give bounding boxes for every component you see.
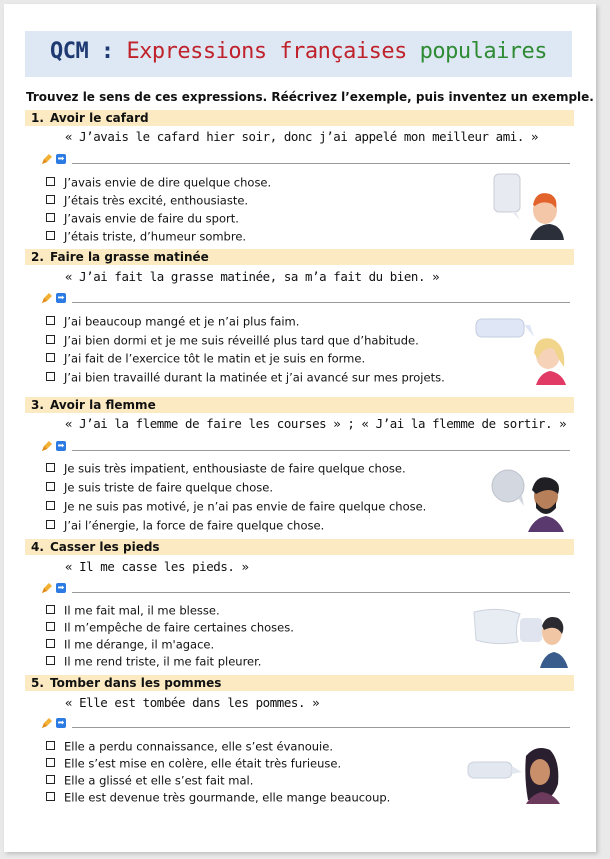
checkbox-icon[interactable] [46, 335, 55, 344]
pencil-hand-icon [40, 581, 54, 595]
option-3b[interactable]: Je suis triste de faire quelque chose. [46, 480, 273, 495]
section-example: « Elle est tombée dans les pommes. » [65, 695, 320, 710]
option-1c[interactable]: J’avais envie de faire du sport. [46, 211, 239, 226]
pencil-hand-icon [40, 152, 54, 166]
section-number: 1. [31, 111, 44, 125]
right-arrow-icon: ➡ [57, 583, 65, 592]
title-part-populaires: populaires [419, 39, 548, 64]
section-example: « J’ai la flemme de faire les courses » ; « J’ai la flemme de sortir. » [65, 416, 567, 431]
right-arrow-icon: ➡ [57, 441, 65, 450]
section-number: 2. [31, 250, 44, 264]
woman-thinking-illustration [472, 315, 572, 387]
option-3d[interactable]: J’ai l’énergie, la force de faire quelque chose. [46, 518, 324, 533]
answer-line[interactable] [72, 302, 570, 303]
option-5a[interactable]: Elle a perdu connaissance, elle s’est évanouie. [46, 739, 333, 754]
checkbox-icon[interactable] [46, 231, 55, 240]
section-example: « Il me casse les pieds. » [65, 559, 249, 574]
section-header-1 [25, 110, 574, 126]
checkbox-icon[interactable] [46, 177, 55, 186]
bearded-man-thinking-illustration [488, 462, 572, 532]
man-thinking-illustration [490, 170, 570, 240]
section-header-5 [25, 675, 574, 691]
right-arrow-icon: ➡ [57, 154, 65, 163]
section-example: « J’ai fait la grasse matinée, sa m’a fait du bien. » [65, 269, 440, 284]
option-1d[interactable]: J’étais triste, d’humeur sombre. [46, 229, 246, 244]
instructions: Trouvez le sens de ces expressions. Réécrivez l’exemple, puis inventez un exemple. [26, 90, 594, 104]
answer-row-4 [40, 583, 570, 597]
answer-line[interactable] [72, 450, 570, 451]
checkbox-icon[interactable] [46, 501, 55, 510]
checkbox-icon[interactable] [46, 372, 55, 381]
section-header-2 [25, 249, 574, 265]
checkbox-icon[interactable] [46, 482, 55, 491]
checkbox-icon[interactable] [46, 758, 55, 767]
option-5b[interactable]: Elle s’est mise en colère, elle était très furieuse. [46, 756, 341, 771]
answer-row-2 [40, 293, 570, 307]
checkbox-icon[interactable] [46, 741, 55, 750]
checkbox-icon[interactable] [46, 353, 55, 362]
section-title: Tomber dans les pommes [50, 676, 222, 690]
option-1b[interactable]: J’étais très excité, enthousiaste. [46, 193, 248, 208]
page-title [25, 39, 572, 64]
answer-line[interactable] [72, 592, 570, 593]
answer-row-3 [40, 441, 570, 455]
right-arrow-icon: ➡ [57, 718, 65, 727]
answer-row-5 [40, 718, 570, 732]
pencil-hand-icon [40, 439, 54, 453]
option-4d[interactable]: Il me rend triste, il me fait pleurer. [46, 654, 261, 669]
title-banner [25, 31, 572, 77]
checkbox-icon[interactable] [46, 775, 55, 784]
option-1a[interactable]: J’avais envie de dire quelque chose. [46, 175, 271, 190]
section-title: Avoir la flemme [50, 398, 156, 412]
title-part-expressions: Expressions françaises [126, 39, 407, 64]
section-number: 3. [31, 398, 44, 412]
option-4a[interactable]: Il me fait mal, il me blesse. [46, 603, 220, 618]
option-4b[interactable]: Il m’empêche de faire certaines choses. [46, 620, 294, 635]
checkbox-icon[interactable] [46, 195, 55, 204]
section-title: Faire la grasse matinée [50, 250, 209, 264]
checkbox-icon[interactable] [46, 463, 55, 472]
answer-row-1 [40, 154, 570, 168]
section-number: 4. [31, 540, 44, 554]
man-profile-thinking-illustration [470, 604, 570, 668]
section-title: Casser les pieds [50, 540, 160, 554]
checkbox-icon[interactable] [46, 622, 55, 631]
section-example: « J’avais le cafard hier soir, donc j’ai appelé mon meilleur ami. » [65, 129, 539, 144]
option-3a[interactable]: Je suis très impatient, enthousiaste de faire quelque chose. [46, 461, 406, 476]
pencil-hand-icon [40, 291, 54, 305]
checkbox-icon[interactable] [46, 520, 55, 529]
option-4c[interactable]: Il me dérange, il m'agace. [46, 637, 214, 652]
checkbox-icon[interactable] [46, 656, 55, 665]
option-5d[interactable]: Elle est devenue très gourmande, elle mange beaucoup. [46, 790, 390, 805]
woman-profile-thinking-illustration [466, 744, 566, 804]
checkbox-icon[interactable] [46, 316, 55, 325]
section-number: 5. [31, 676, 44, 690]
pencil-hand-icon [40, 716, 54, 730]
answer-line[interactable] [72, 727, 570, 728]
checkbox-icon[interactable] [46, 213, 55, 222]
right-arrow-icon: ➡ [57, 293, 65, 302]
option-2c[interactable]: J’ai fait de l’exercice tôt le matin et je suis en forme. [46, 351, 365, 366]
section-header-3 [25, 397, 574, 413]
answer-line[interactable] [72, 163, 570, 164]
checkbox-icon[interactable] [46, 792, 55, 801]
option-2a[interactable]: J’ai beaucoup mangé et je n’ai plus faim. [46, 314, 299, 329]
option-2d[interactable]: J’ai bien travaillé durant la matinée et j’ai avancé sur mes projets. [46, 370, 445, 385]
checkbox-icon[interactable] [46, 605, 55, 614]
option-3c[interactable]: Je ne suis pas motivé, je n’ai pas envie de faire quelque chose. [46, 499, 426, 514]
option-5c[interactable]: Elle a glissé et elle s’est fait mal. [46, 773, 253, 788]
section-title: Avoir le cafard [50, 111, 149, 125]
option-2b[interactable]: J’ai bien dormi et je me suis réveillé plus tard que d’habitude. [46, 333, 419, 348]
section-header-4 [25, 539, 574, 555]
title-part-qcm: QCM : [49, 39, 114, 64]
checkbox-icon[interactable] [46, 639, 55, 648]
